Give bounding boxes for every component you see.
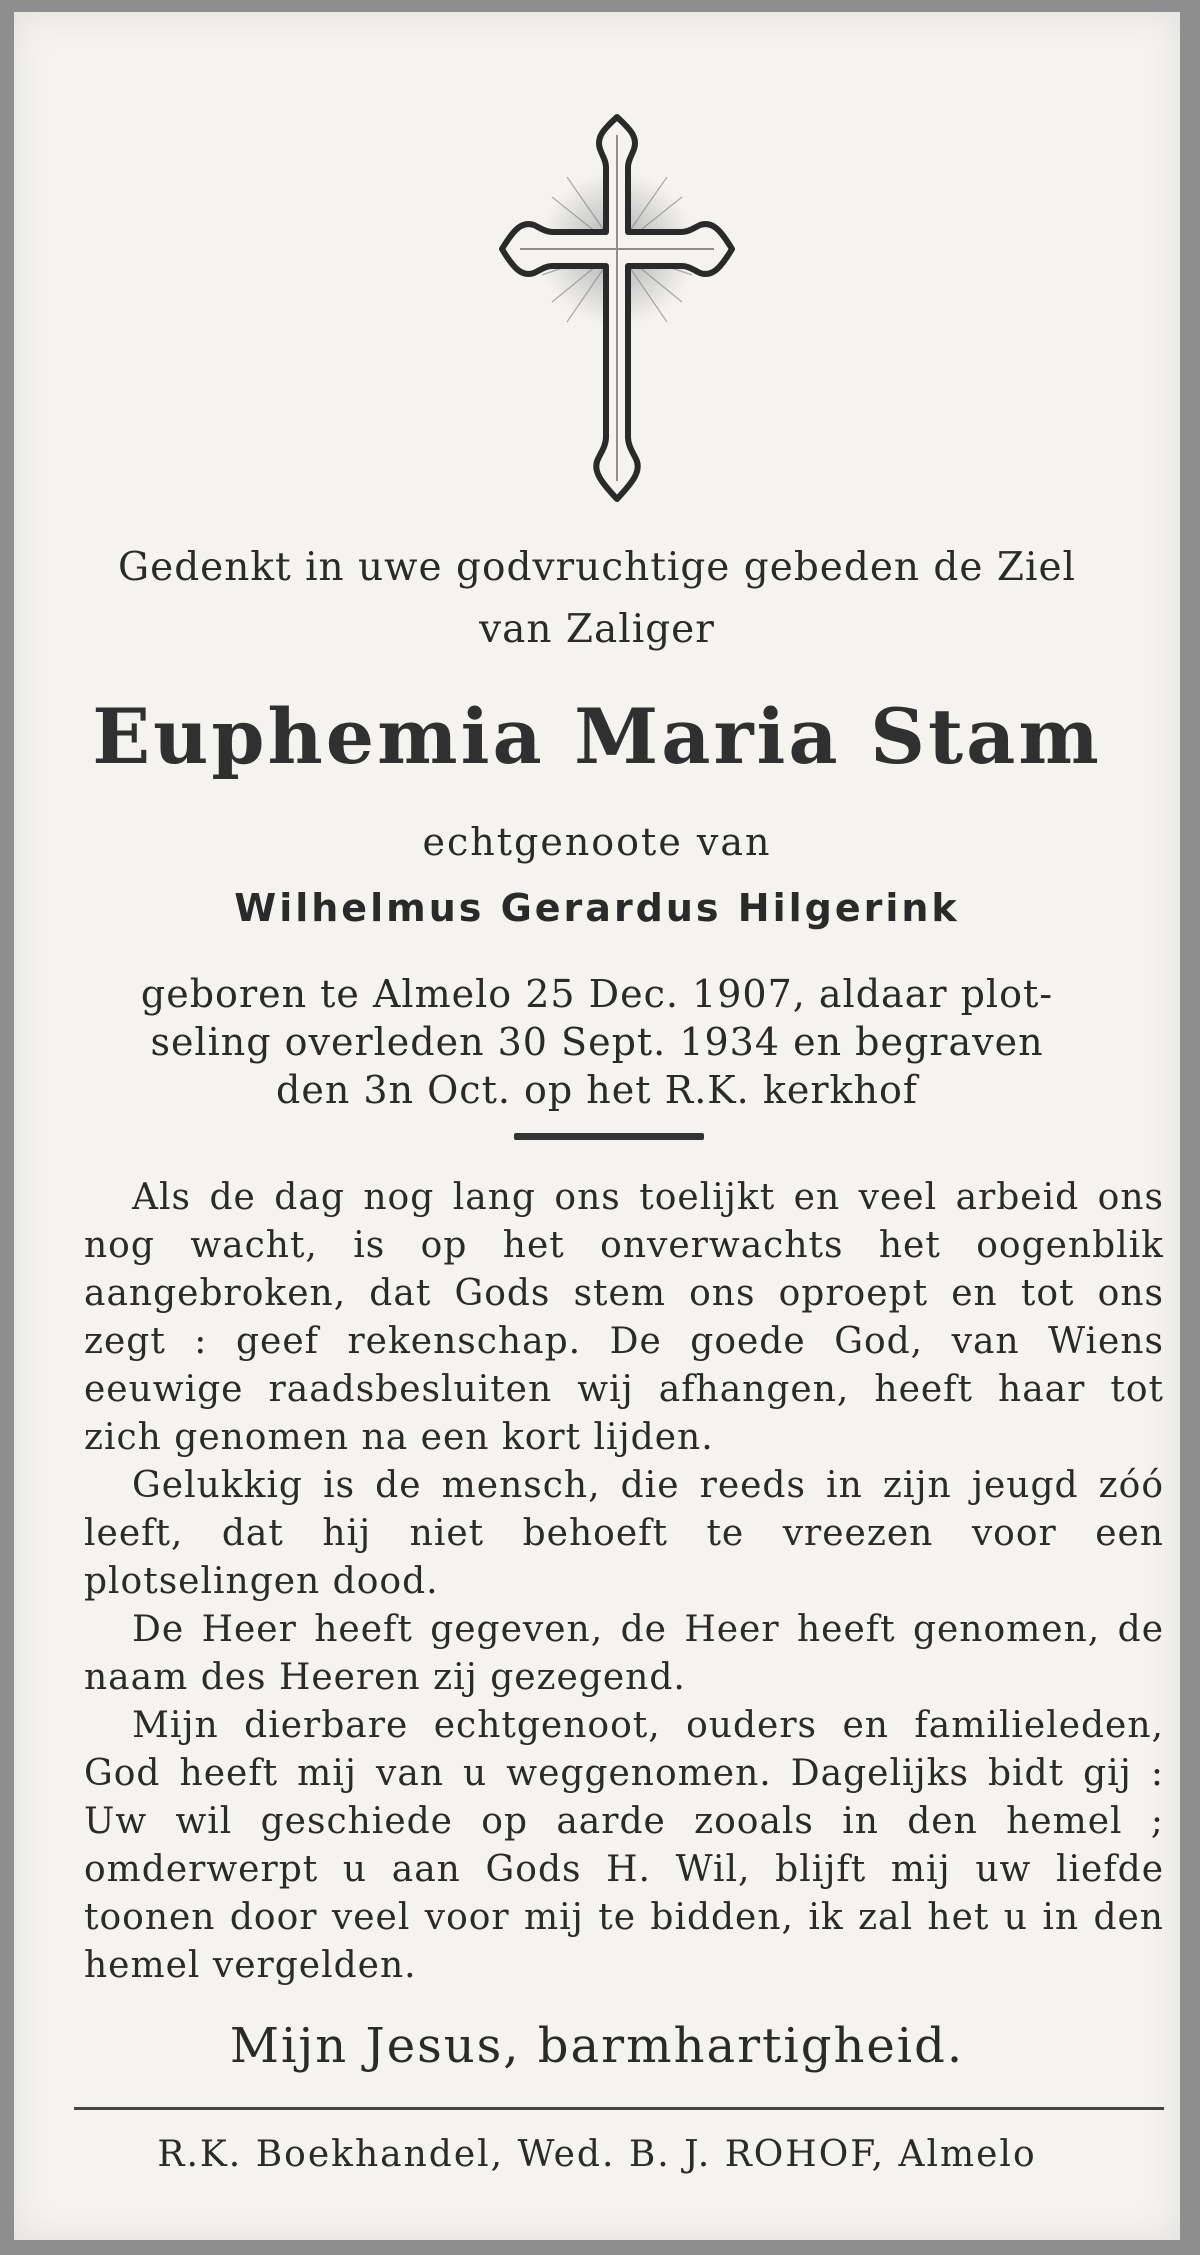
deceased-name: Euphemia Maria Stam	[92, 692, 1102, 781]
birth-death-line-3: den 3n Oct. op het R.K. kerkhof	[276, 1068, 918, 1112]
birth-death-info	[74, 970, 1120, 1114]
intro-text	[14, 537, 1180, 661]
divider	[514, 1133, 704, 1140]
paragraph: Als de dag nog lang ons toelijkt en veel arbeid ons nog wacht, is op het onverwachts het oogenblik aangebroken, dat Gods stem ons oproept en tot ons zegt : geef rekenschap. De goede God, van Wiens eeuwige raadsbesluiten wij afhangen, heeft haar tot zich genomen na een kort lijden.	[84, 1177, 1164, 1458]
closing-prayer: Mijn Jesus, barmhartigheid.	[229, 2018, 965, 2074]
spouse-name: Wilhelmus Gerardus Hilgerink	[234, 886, 960, 930]
paragraph: Gelukkig is de mensch, die reeds in zijn jeugd zóó leeft, dat hij niet behoeft te vreezen voor een plotselingen dood.	[84, 1465, 1164, 1602]
memorial-card	[14, 12, 1180, 2240]
spouse-label: echtgenoote van	[422, 820, 772, 864]
intro-line-2: van Zaliger	[479, 607, 715, 652]
paragraph: De Heer heeft gegeven, de Heer heeft genomen, de naam des Heeren zij gezegend.	[84, 1609, 1164, 1698]
cross-icon	[492, 107, 742, 507]
memorial-text	[84, 1174, 1164, 1990]
birth-death-line-1: geboren te Almelo 25 Dec. 1907, aldaar plot-	[140, 972, 1054, 1016]
paragraph: Mijn dierbare echtgenoot, ouders en familieleden, God heeft mij van u weggenomen. Dagelijks bidt gij : Uw wil geschiede op aarde zooals in den hemel ; omderwerpt u aan Gods H. Wil, blijft mij uw liefde toonen door veel voor mij te bidden, ik zal het u in den hemel vergelden.	[84, 1705, 1164, 1986]
footer-rule	[74, 2107, 1164, 2110]
printer-credit: R.K. Boekhandel, Wed. B. J. ROHOF, Almelo	[157, 2134, 1037, 2175]
intro-line-1: Gedenkt in uwe godvruchtige gebeden de Ziel	[117, 545, 1077, 590]
birth-death-line-2: seling overleden 30 Sept. 1934 en begraven	[150, 1020, 1044, 1064]
